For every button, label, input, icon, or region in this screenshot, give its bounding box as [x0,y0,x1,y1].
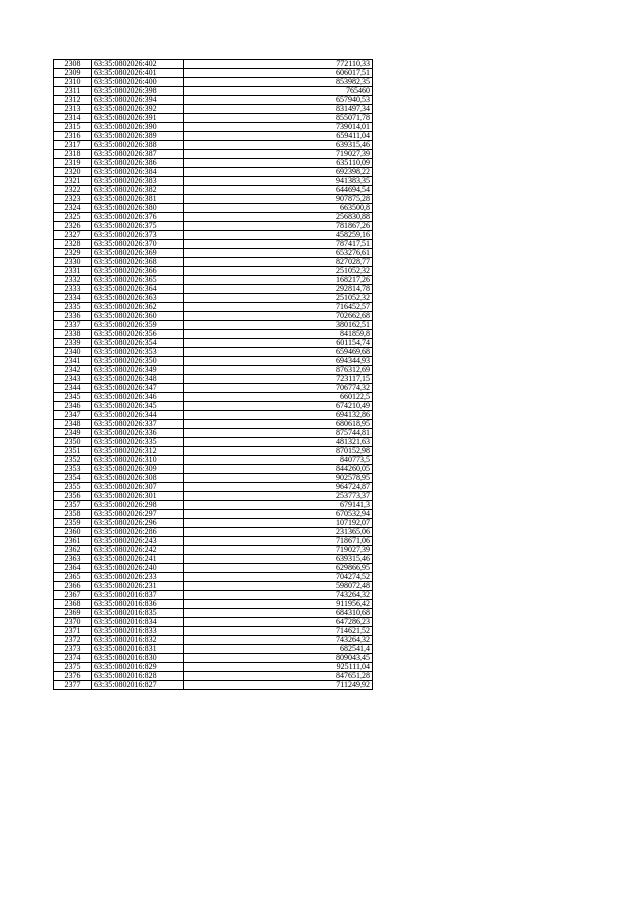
cadastral-number-cell: 63:35:0802026:394 [92,96,184,105]
row-number-cell: 2372 [54,636,92,645]
table-row [54,672,373,681]
row-number-cell: 2325 [54,213,92,222]
value-cell: 251052,32 [184,267,373,276]
cadastral-number-cell: 63:35:0802026:348 [92,375,184,384]
row-number-cell: 2359 [54,519,92,528]
cadastral-number-cell: 63:35:0802026:354 [92,339,184,348]
value-cell: 680618,95 [184,420,373,429]
table-row [54,492,373,501]
table-row [54,447,373,456]
table-row [54,213,373,222]
table-row [54,438,373,447]
value-cell: 639315,46 [184,555,373,564]
table-row [54,564,373,573]
row-number-cell: 2357 [54,501,92,510]
value-cell: 644694,54 [184,186,373,195]
row-number-cell: 2317 [54,141,92,150]
cadastral-number-cell: 63:35:0802026:364 [92,285,184,294]
value-cell: 231365,06 [184,528,373,537]
cadastral-number-cell: 63:35:0802026:350 [92,357,184,366]
cadastral-number-cell: 63:35:0802016:833 [92,627,184,636]
row-number-cell: 2361 [54,537,92,546]
cadastral-number-cell: 63:35:0802016:830 [92,654,184,663]
table-row [54,150,373,159]
cadastral-number-cell: 63:35:0802026:307 [92,483,184,492]
cadastral-number-cell: 63:35:0802026:240 [92,564,184,573]
table-row [54,96,373,105]
table-row [54,465,373,474]
value-cell: 380162,51 [184,321,373,330]
row-number-cell: 2322 [54,186,92,195]
row-number-cell: 2345 [54,393,92,402]
table-row [54,357,373,366]
row-number-cell: 2353 [54,465,92,474]
value-cell: 679141,3 [184,501,373,510]
value-cell: 253773,37 [184,492,373,501]
cadastral-number-cell: 63:35:0802026:345 [92,402,184,411]
table-row [54,411,373,420]
cadastral-number-cell: 63:35:0802026:398 [92,87,184,96]
row-number-cell: 2343 [54,375,92,384]
table-row [54,186,373,195]
value-cell: 876312,69 [184,366,373,375]
table-row [54,231,373,240]
cadastral-number-cell: 63:35:0802026:298 [92,501,184,510]
value-cell: 601154,74 [184,339,373,348]
table-row [54,420,373,429]
row-number-cell: 2313 [54,105,92,114]
cadastral-number-cell: 63:35:0802026:296 [92,519,184,528]
cadastral-number-cell: 63:35:0802026:301 [92,492,184,501]
row-number-cell: 2376 [54,672,92,681]
row-number-cell: 2318 [54,150,92,159]
cadastral-number-cell: 63:35:0802026:309 [92,465,184,474]
value-cell: 925111,04 [184,663,373,672]
cadastral-number-cell: 63:35:0802026:335 [92,438,184,447]
row-number-cell: 2350 [54,438,92,447]
row-number-cell: 2310 [54,78,92,87]
table-row [54,600,373,609]
cadastral-number-cell: 63:35:0802016:828 [92,672,184,681]
table-row [54,528,373,537]
table-row [54,483,373,492]
cadastral-number-cell: 63:35:0802026:241 [92,555,184,564]
cadastral-number-cell: 63:35:0802026:286 [92,528,184,537]
cadastral-number-cell: 63:35:0802016:837 [92,591,184,600]
cadastral-number-cell: 63:35:0802026:384 [92,168,184,177]
table-row [54,375,373,384]
row-number-cell: 2329 [54,249,92,258]
row-number-cell: 2375 [54,663,92,672]
table-row [54,258,373,267]
cadastral-number-cell: 63:35:0802026:337 [92,420,184,429]
cadastral-number-cell: 63:35:0802026:386 [92,159,184,168]
value-cell: 809043,45 [184,654,373,663]
table-row [54,195,373,204]
table-row [54,321,373,330]
cadastral-number-cell: 63:35:0802026:401 [92,69,184,78]
table-row [54,393,373,402]
table-row [54,609,373,618]
table-row [54,663,373,672]
cadastral-number-cell: 63:35:0802016:834 [92,618,184,627]
row-number-cell: 2370 [54,618,92,627]
cadastral-number-cell: 63:35:0802016:836 [92,600,184,609]
value-cell: 840773,5 [184,456,373,465]
table-row [54,267,373,276]
cadastral-value-table [53,59,373,690]
value-cell: 964724,87 [184,483,373,492]
cadastral-number-cell: 63:35:0802026:383 [92,177,184,186]
row-number-cell: 2346 [54,402,92,411]
row-number-cell: 2337 [54,321,92,330]
cadastral-number-cell: 63:35:0802026:349 [92,366,184,375]
row-number-cell: 2374 [54,654,92,663]
cadastral-number-cell: 63:35:0802026:382 [92,186,184,195]
cadastral-number-cell: 63:35:0802026:353 [92,348,184,357]
row-number-cell: 2341 [54,357,92,366]
cadastral-number-cell: 63:35:0802026:363 [92,294,184,303]
value-cell: 657940,53 [184,96,373,105]
row-number-cell: 2309 [54,69,92,78]
table-row [54,339,373,348]
cadastral-number-cell: 63:35:0802026:400 [92,78,184,87]
value-cell: 853982,35 [184,78,373,87]
value-cell: 674210,49 [184,402,373,411]
value-cell: 855071,78 [184,114,373,123]
cadastral-number-cell: 63:35:0802026:373 [92,231,184,240]
row-number-cell: 2371 [54,627,92,636]
row-number-cell: 2320 [54,168,92,177]
table-row [54,114,373,123]
value-cell: 706774,32 [184,384,373,393]
row-number-cell: 2339 [54,339,92,348]
table-row [54,312,373,321]
value-cell: 694344,93 [184,357,373,366]
cadastral-number-cell: 63:35:0802016:832 [92,636,184,645]
table-body [54,60,373,690]
row-number-cell: 2367 [54,591,92,600]
row-number-cell: 2328 [54,240,92,249]
value-cell: 739014,01 [184,123,373,132]
row-number-cell: 2342 [54,366,92,375]
value-cell: 107192,07 [184,519,373,528]
table-row [54,78,373,87]
row-number-cell: 2308 [54,60,92,69]
value-cell: 870152,98 [184,447,373,456]
table-row [54,681,373,690]
value-cell: 772110,33 [184,60,373,69]
value-cell: 670532,94 [184,510,373,519]
value-cell: 598072,48 [184,582,373,591]
table-row [54,537,373,546]
row-number-cell: 2377 [54,681,92,690]
value-cell: 702662,68 [184,312,373,321]
value-cell: 663500,8 [184,204,373,213]
table-row [54,519,373,528]
cadastral-number-cell: 63:35:0802026:391 [92,114,184,123]
value-cell: 704274,52 [184,573,373,582]
cadastral-number-cell: 63:35:0802026:381 [92,195,184,204]
cadastral-number-cell: 63:35:0802026:242 [92,546,184,555]
value-cell: 659469,68 [184,348,373,357]
row-number-cell: 2333 [54,285,92,294]
value-cell: 659411,04 [184,132,373,141]
value-cell: 723117,15 [184,375,373,384]
value-cell: 653276,61 [184,249,373,258]
row-number-cell: 2356 [54,492,92,501]
value-cell: 292814,78 [184,285,373,294]
table-row [54,285,373,294]
cadastral-number-cell: 63:35:0802026:362 [92,303,184,312]
row-number-cell: 2363 [54,555,92,564]
value-cell: 639315,46 [184,141,373,150]
row-number-cell: 2365 [54,573,92,582]
table-row [54,636,373,645]
value-cell: 907875,28 [184,195,373,204]
cadastral-number-cell: 63:35:0802026:376 [92,213,184,222]
table-row [54,276,373,285]
row-number-cell: 2334 [54,294,92,303]
row-number-cell: 2340 [54,348,92,357]
value-cell: 827028,77 [184,258,373,267]
table-row [54,627,373,636]
table-row [54,123,373,132]
value-cell: 765460 [184,87,373,96]
table-row [54,429,373,438]
table-row [54,240,373,249]
table-row [54,294,373,303]
value-cell: 635110,09 [184,159,373,168]
cadastral-number-cell: 63:35:0802016:829 [92,663,184,672]
row-number-cell: 2355 [54,483,92,492]
table-row [54,60,373,69]
value-cell: 844260,05 [184,465,373,474]
value-cell: 743264,32 [184,591,373,600]
cadastral-number-cell: 63:35:0802026:336 [92,429,184,438]
cadastral-number-cell: 63:35:0802016:831 [92,645,184,654]
table-row [54,168,373,177]
value-cell: 251052,32 [184,294,373,303]
value-cell: 716452,57 [184,303,373,312]
row-number-cell: 2326 [54,222,92,231]
cadastral-number-cell: 63:35:0802026:368 [92,258,184,267]
row-number-cell: 2335 [54,303,92,312]
value-cell: 629866,95 [184,564,373,573]
cadastral-number-cell: 63:35:0802026:370 [92,240,184,249]
cadastral-number-cell: 63:35:0802026:308 [92,474,184,483]
table-row [54,69,373,78]
table-row [54,654,373,663]
value-cell: 719027,39 [184,150,373,159]
row-number-cell: 2315 [54,123,92,132]
table-row [54,177,373,186]
cadastral-number-cell: 63:35:0802026:359 [92,321,184,330]
row-number-cell: 2311 [54,87,92,96]
table-row [54,645,373,654]
value-cell: 682541,4 [184,645,373,654]
table-row [54,249,373,258]
value-cell: 847651,28 [184,672,373,681]
row-number-cell: 2366 [54,582,92,591]
value-cell: 647286,23 [184,618,373,627]
row-number-cell: 2338 [54,330,92,339]
row-number-cell: 2330 [54,258,92,267]
cadastral-number-cell: 63:35:0802026:380 [92,204,184,213]
table-row [54,456,373,465]
table-row [54,582,373,591]
value-cell: 660122,5 [184,393,373,402]
row-number-cell: 2373 [54,645,92,654]
row-number-cell: 2364 [54,564,92,573]
cadastral-number-cell: 63:35:0802026:375 [92,222,184,231]
cadastral-number-cell: 63:35:0802026:360 [92,312,184,321]
value-cell: 684310,68 [184,609,373,618]
value-cell: 481321,63 [184,438,373,447]
cadastral-number-cell: 63:35:0802026:365 [92,276,184,285]
table-row [54,330,373,339]
value-cell: 941383,35 [184,177,373,186]
row-number-cell: 2369 [54,609,92,618]
row-number-cell: 2336 [54,312,92,321]
row-number-cell: 2349 [54,429,92,438]
cadastral-number-cell: 63:35:0802026:390 [92,123,184,132]
table-row [54,510,373,519]
row-number-cell: 2344 [54,384,92,393]
table-row [54,159,373,168]
value-cell: 168217,26 [184,276,373,285]
value-cell: 606017,51 [184,69,373,78]
value-cell: 841859,8 [184,330,373,339]
row-number-cell: 2314 [54,114,92,123]
table-row [54,402,373,411]
cadastral-number-cell: 63:35:0802026:346 [92,393,184,402]
value-cell: 787417,51 [184,240,373,249]
value-cell: 711249,92 [184,681,373,690]
table-row [54,555,373,564]
row-number-cell: 2368 [54,600,92,609]
cadastral-number-cell: 63:35:0802026:344 [92,411,184,420]
value-cell: 256830,88 [184,213,373,222]
value-cell: 902578,95 [184,474,373,483]
row-number-cell: 2327 [54,231,92,240]
row-number-cell: 2331 [54,267,92,276]
table-row [54,546,373,555]
row-number-cell: 2347 [54,411,92,420]
value-cell: 458259,16 [184,231,373,240]
table-row [54,474,373,483]
table-row [54,384,373,393]
cadastral-number-cell: 63:35:0802026:392 [92,105,184,114]
cadastral-number-cell: 63:35:0802026:356 [92,330,184,339]
row-number-cell: 2360 [54,528,92,537]
table-row [54,105,373,114]
value-cell: 911956,42 [184,600,373,609]
table-row [54,141,373,150]
row-number-cell: 2348 [54,420,92,429]
row-number-cell: 2351 [54,447,92,456]
cadastral-number-cell: 63:35:0802026:233 [92,573,184,582]
table-row [54,303,373,312]
table-row [54,132,373,141]
table-row [54,618,373,627]
cadastral-number-cell: 63:35:0802026:297 [92,510,184,519]
table-row [54,204,373,213]
cadastral-number-cell: 63:35:0802026:312 [92,447,184,456]
cadastral-number-cell: 63:35:0802026:231 [92,582,184,591]
table-row [54,501,373,510]
table-row [54,366,373,375]
value-cell: 718671,06 [184,537,373,546]
row-number-cell: 2354 [54,474,92,483]
cadastral-number-cell: 63:35:0802026:243 [92,537,184,546]
cadastral-number-cell: 63:35:0802026:347 [92,384,184,393]
row-number-cell: 2358 [54,510,92,519]
value-cell: 719027,39 [184,546,373,555]
value-cell: 743264,32 [184,636,373,645]
value-cell: 831497,34 [184,105,373,114]
cadastral-number-cell: 63:35:0802016:835 [92,609,184,618]
cadastral-number-cell: 63:35:0802016:827 [92,681,184,690]
value-cell: 781867,26 [184,222,373,231]
value-cell: 692398,22 [184,168,373,177]
row-number-cell: 2323 [54,195,92,204]
table-row [54,348,373,357]
cadastral-number-cell: 63:35:0802026:402 [92,60,184,69]
value-cell: 714621,52 [184,627,373,636]
row-number-cell: 2321 [54,177,92,186]
cadastral-number-cell: 63:35:0802026:388 [92,141,184,150]
row-number-cell: 2362 [54,546,92,555]
row-number-cell: 2319 [54,159,92,168]
value-cell: 875744,81 [184,429,373,438]
table-row [54,573,373,582]
cadastral-number-cell: 63:35:0802026:387 [92,150,184,159]
table-row [54,591,373,600]
cadastral-number-cell: 63:35:0802026:389 [92,132,184,141]
table-row [54,87,373,96]
row-number-cell: 2352 [54,456,92,465]
table-row [54,222,373,231]
cadastral-number-cell: 63:35:0802026:310 [92,456,184,465]
value-cell: 694132,86 [184,411,373,420]
row-number-cell: 2312 [54,96,92,105]
row-number-cell: 2316 [54,132,92,141]
cadastral-number-cell: 63:35:0802026:366 [92,267,184,276]
row-number-cell: 2324 [54,204,92,213]
cadastral-number-cell: 63:35:0802026:369 [92,249,184,258]
row-number-cell: 2332 [54,276,92,285]
